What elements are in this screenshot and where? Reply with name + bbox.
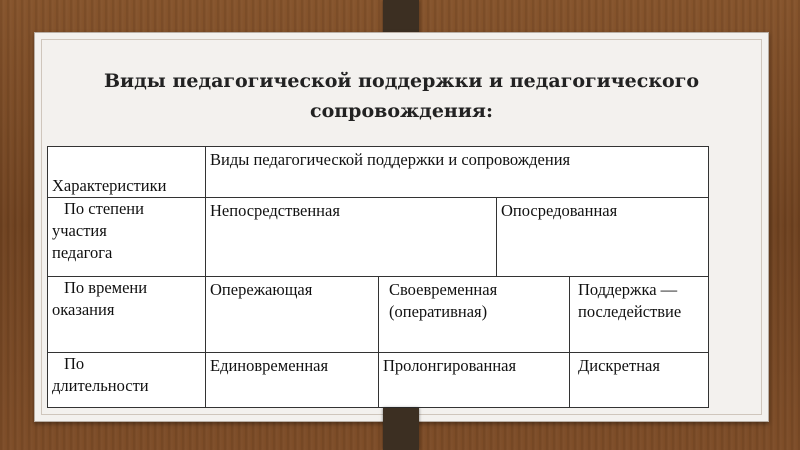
cell-discrete: Дискретная xyxy=(570,353,709,408)
slide-title xyxy=(35,66,768,126)
row-label-duration: По длительности xyxy=(48,353,206,408)
title-line-1: Виды педагогической поддержки и педагогического xyxy=(103,70,700,92)
bottom-strap xyxy=(383,408,419,450)
row-label-participation: По степени участия педагога xyxy=(48,198,206,277)
header-characteristics: Характеристики xyxy=(48,147,206,198)
cell-direct: Непосредственная xyxy=(206,198,497,277)
table-row xyxy=(48,353,709,408)
cell-one-time: Единовременная xyxy=(206,353,379,408)
table-row xyxy=(48,198,709,277)
support-types-table xyxy=(47,146,709,408)
title-line-2: сопровождения: xyxy=(310,100,493,122)
cell-prolonged: Пролонгированная xyxy=(379,353,570,408)
slide-card xyxy=(34,32,769,422)
cell-aftereffect: Поддержка — последействие xyxy=(570,277,709,353)
table-row xyxy=(48,277,709,353)
row-label-timing: По времени оказания xyxy=(48,277,206,353)
cell-anticipatory: Опережающая xyxy=(206,277,379,353)
cell-indirect: Опосредованная xyxy=(497,198,709,277)
cell-timely: Своевременная (оперативная) xyxy=(379,277,570,353)
header-types: Виды педагогической поддержки и сопровождения xyxy=(206,147,709,198)
table-header-row xyxy=(48,147,709,198)
